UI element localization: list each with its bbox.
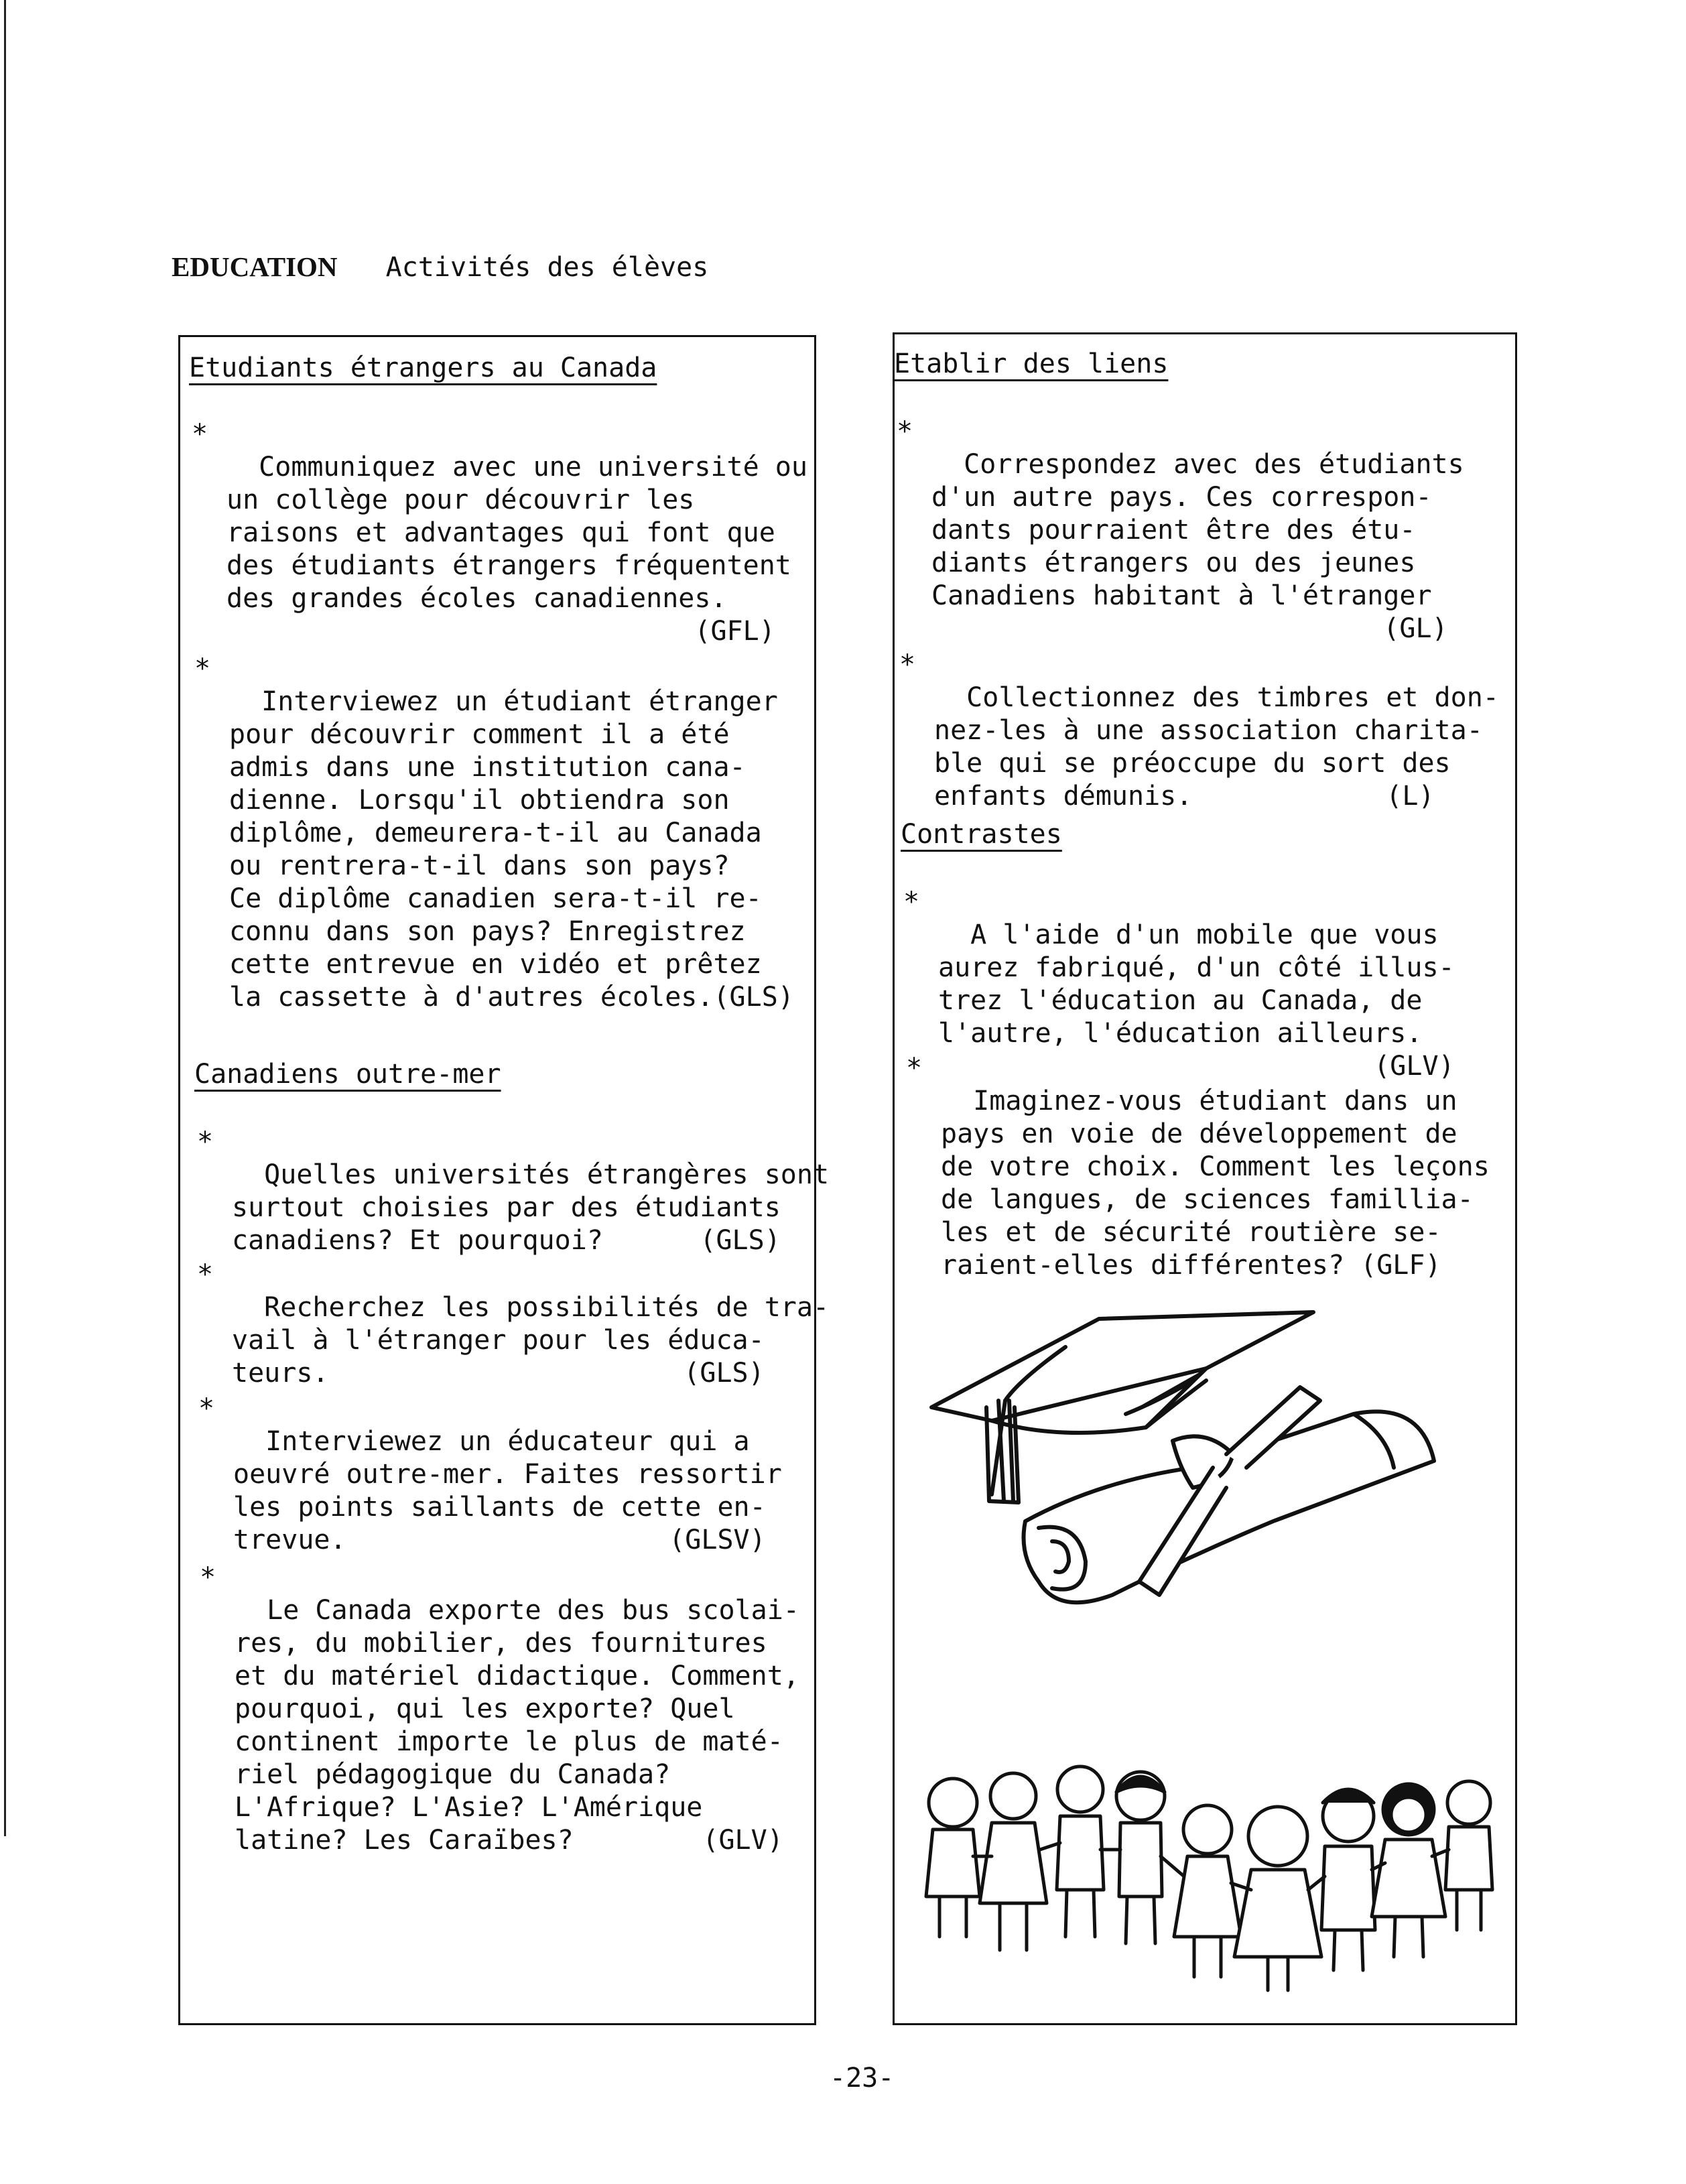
bullet-asterisk: *: [899, 649, 916, 680]
bullet-asterisk: *: [197, 1127, 214, 1157]
activity-text: Interviewez un éducateur qui a oeuvré outre-mer. Faites ressortir les points saillants de cette en- trevue. (GLSV): [233, 1426, 782, 1555]
bullet-asterisk: *: [192, 419, 208, 450]
bullet-asterisk: *: [194, 653, 211, 684]
activity-item: [192, 418, 807, 648]
activity-item: [197, 1259, 830, 1390]
activity-text: Interviewez un étudiant étranger pour découvrir comment il a été admis dans une institution cana- dienne. Lorsqu'il obtiendra son diplôme, demeurera-t-il au Canada ou rentrera-t-il dans son pays? Ce diplôme canadien sera-t-il re- connu dans son pays? Enregistrez cette entrevue en vidéo et prêtez la cassette à d'autres écoles.(GLS): [229, 686, 794, 1013]
bullet-asterisk: *: [906, 1053, 923, 1084]
activity-text: Collectionnez des timbres et don- nez-les à une association charita- ble qui se préoccupe du sort des enfants démunis. (L): [934, 682, 1499, 812]
activity-text: Recherchez les possibilités de tra- vail à l'étranger pour les éduca- teurs. (GLS): [232, 1292, 830, 1389]
activity-text: A l'aide d'un mobile que vous aurez fabriqué, d'un côté illus- trez l'éducation au Canada, de l'autre, l'éducation ailleurs. (GLV): [938, 919, 1455, 1082]
section-title-etablir-liens: Etablir des liens: [894, 348, 1169, 379]
bullet-asterisk: *: [897, 416, 913, 447]
page-number: -23-: [830, 2063, 895, 2094]
activity-item: [906, 1052, 1490, 1282]
children-holding-hands-drawing: [913, 1756, 1516, 1997]
activity-item: [197, 1126, 830, 1257]
section-title-canadiens-outre-mer: Canadiens outre-mer: [194, 1059, 501, 1090]
bullet-asterisk: *: [197, 1259, 214, 1290]
page-header: [172, 251, 708, 283]
activity-item: [194, 653, 794, 1014]
activity-text: Imaginez-vous étudiant dans un pays en voie de développement de de votre choix. Comment les leçons de langues, de sciences famillia- les et de sécurité routière se- raient-elles différentes? (GLF): [941, 1086, 1490, 1281]
activity-text: Le Canada exporte des bus scolai- res, du mobilier, des fournitures et du matériel didactique. Comment, pourquoi, qui les exporte? Quel continent importe le plus de maté- riel pédagogique du Canada? L'Afrique? L'Asie? L'Amérique latine? Les Caraïbes? (GLV): [235, 1595, 799, 1856]
section-subtitle: Activités des élèves: [385, 252, 709, 283]
mortarboard-diploma-drawing: [925, 1300, 1488, 1649]
activity-text: Quelles universités étrangères sont surtout choisies par des étudiants canadiens? Et pourquoi? (GLS): [232, 1159, 830, 1256]
section-title-etudiants-etrangers: Etudiants étrangers au Canada: [189, 352, 657, 383]
binding-edge-line: [4, 0, 6, 1836]
activity-item: [897, 415, 1464, 645]
activity-text: Communiquez avec une université ou un collège pour découvrir les raisons et advantages qui font que des étudiants étrangers fréquentent des grandes écoles canadiennes. (GFL): [226, 452, 807, 647]
section-heading: EDUCATION: [172, 251, 338, 282]
bullet-asterisk: *: [200, 1562, 216, 1593]
activity-item: [899, 649, 1499, 813]
section-title-contrastes: Contrastes: [901, 819, 1062, 850]
activity-item: [198, 1393, 782, 1557]
activity-item: [200, 1561, 799, 1857]
bullet-asterisk: *: [198, 1393, 215, 1424]
bullet-asterisk: *: [903, 887, 920, 917]
activity-text: Correspondez avec des étudiants d'un autre pays. Ces correspon- dants pourraient être des étu- diants étrangers ou des jeunes Canadiens habitant à l'étranger (GL): [931, 449, 1464, 644]
